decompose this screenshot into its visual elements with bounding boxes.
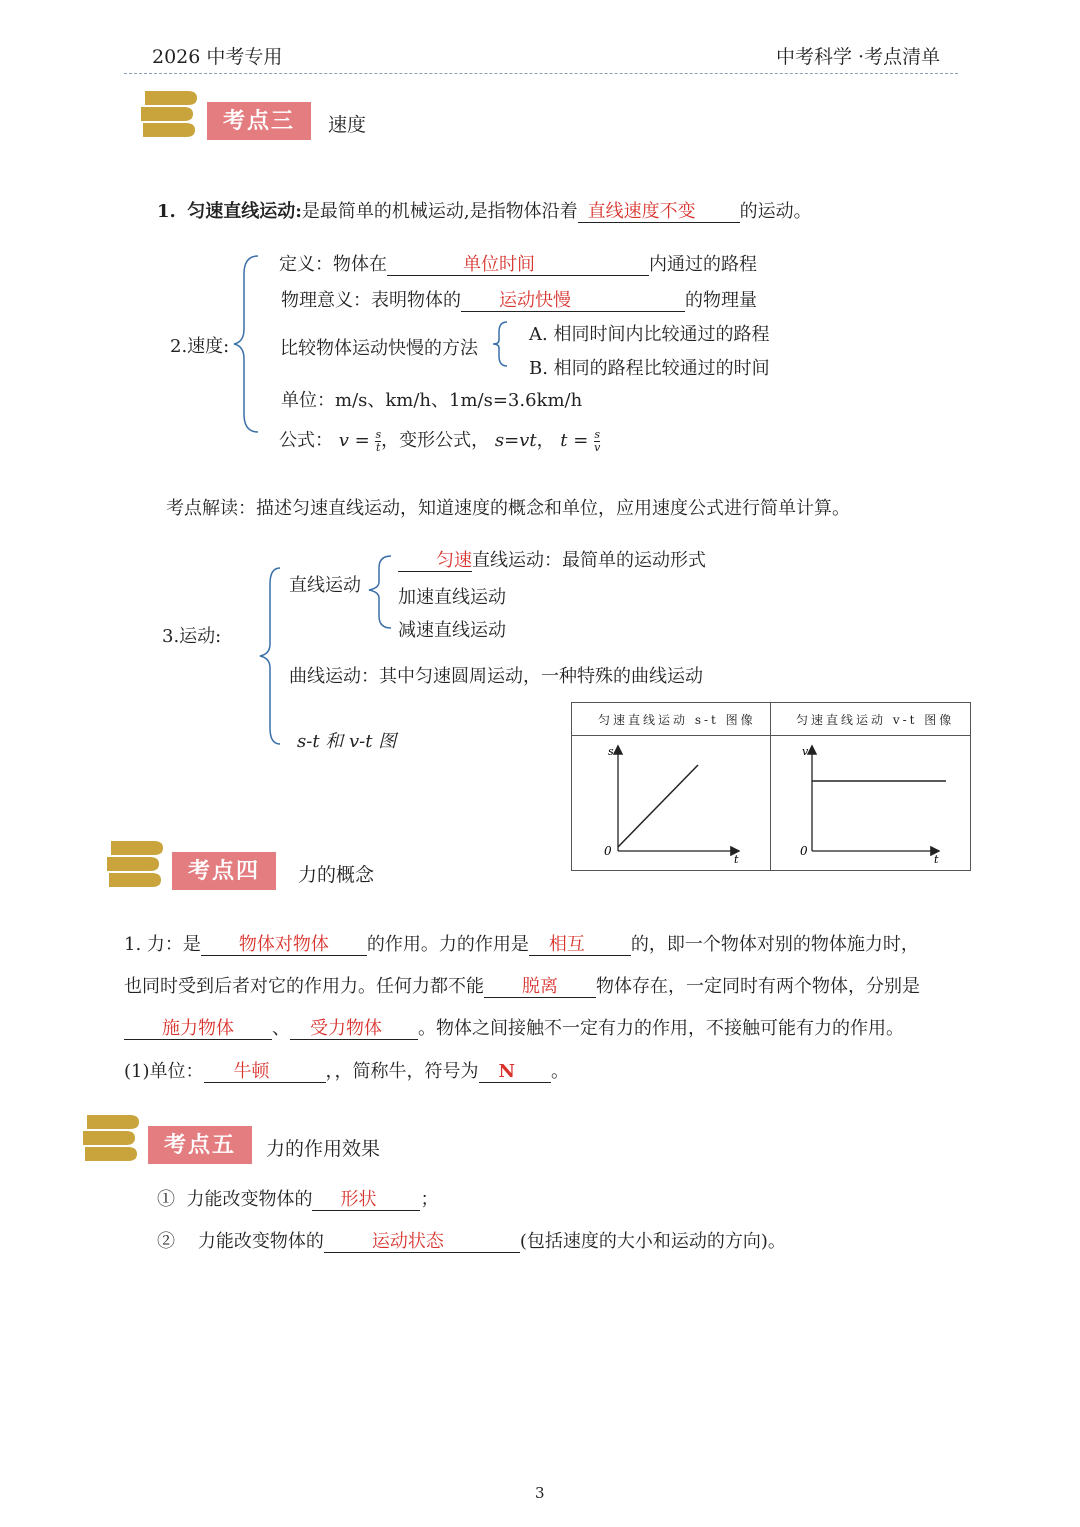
section5-title: 力的作用效果 [266,1138,381,1160]
section3-badge: 考点三 [207,102,311,140]
page-number: 3 [535,1484,545,1502]
answer-blank: 形状 [340,1189,377,1210]
brace-compare [491,320,511,368]
compare-a: A. 相同时间内比较通过的路程 [529,324,770,345]
answer-blank: 匀速 [436,550,472,571]
vt-y-label: v [802,745,809,758]
curve-motion: 曲线运动：其中匀速圆周运动，一种特殊的曲线运动 [289,666,703,687]
answer-blank: 直线速度不变 [587,201,696,222]
interpretation: 考点解读：描述匀速直线运动，知道速度的概念和单位，应用速度公式进行简单计算。 [166,498,850,519]
st-origin: 0 [604,844,612,858]
uniform-linear: 匀速直线运动：最简单的运动形式 [398,546,706,572]
header-divider [124,73,958,74]
motion-graph-table [571,702,971,871]
answer-blank: N [498,1061,515,1082]
st-chart-title: 匀速直线运动 s-t 图像 [598,713,756,727]
compare-b: B. 相同的路程比较通过的时间 [529,358,770,379]
section4-badge: 考点四 [172,852,276,890]
book-stack-icon [80,1108,144,1164]
force-line-3: 施力物体 、 受力物体 。物体之间接触不一定有力的作用，不接触可能有力的作用。 [124,1014,904,1040]
answer-blank: 脱离 [522,976,558,997]
vt-x-label: t [934,853,939,866]
speed-label: 2.速度: [170,336,230,357]
st-y-label: s [608,745,614,758]
header-right: 中考科学 ·考点清单 [776,46,941,68]
linear-label: 直线运动 [289,575,361,596]
answer-blank: 物体对物体 [238,934,329,955]
st-line [618,765,698,847]
graphs-label: s-t 和 v-t 图 [297,731,397,752]
answer-blank: 施力物体 [162,1018,234,1039]
answer-blank: 相互 [548,934,585,955]
item1-line: 1. 匀速直线运动:是最简单的机械运动,是指物体沿着 直线速度不变 的运动。 [157,201,812,222]
vt-chart-title: 匀速直线运动 v-t 图像 [796,713,955,727]
compare-label: 比较物体运动快慢的方法 [280,338,478,359]
effect-item-2: ② 力能改变物体的 运动状态 (包括速度的大小和运动的方向)。 [157,1231,786,1252]
formula-line: 公式： $v = \frac{s}{t}$ ，变形公式， s=vt， $t = \frac{s}{v}$ [279,427,601,454]
st-x-label: t [734,853,739,866]
header-left: 2026 中考专用 [152,46,283,68]
force-line-1: 1. 力：是 物体对物体 的作用。力的作用是 相互 的，即一个物体对别的物体施力时， [124,934,919,955]
effect-item-1: ① 力能改变物体的 形状 ； [157,1189,439,1210]
book-stack-icon [138,84,202,140]
section3-title: 速度 [328,114,367,136]
def-line: 定义：物体在 单位时间 内通过的路程 [279,254,757,275]
brace-speed [232,254,262,434]
motion-label: 3.运动: [162,626,222,647]
answer-blank: 牛顿 [233,1061,270,1082]
force-line-2: 也同时受到后者对它的作用力。任何力都不能 脱离 物体存在，一定同时有两个物体，分别是 [124,976,920,997]
section5-badge: 考点五 [148,1126,252,1164]
motion-charts [572,703,970,870]
answer-blank: 单位时间 [463,254,535,275]
answer-blank: 受力物体 [310,1018,382,1039]
accel-linear: 加速直线运动 [398,587,506,608]
book-stack-icon [104,834,168,890]
decel-linear: 减速直线运动 [398,620,506,641]
unit-line: 单位：m/s、km/h、1m/s=3.6km/h [281,390,583,411]
answer-blank: 运动状态 [371,1231,444,1252]
answer-blank: 运动快慢 [499,290,571,311]
vt-origin: 0 [800,844,808,858]
section4-title: 力的概念 [298,864,375,886]
force-line-4: (1)单位： 牛顿 ，，简称牛，符号为 N 。 [124,1061,569,1082]
brace-motion [258,566,284,748]
brace-linear [367,554,395,630]
meaning-line: 物理意义：表明物体的 运动快慢 的物理量 [281,290,757,311]
